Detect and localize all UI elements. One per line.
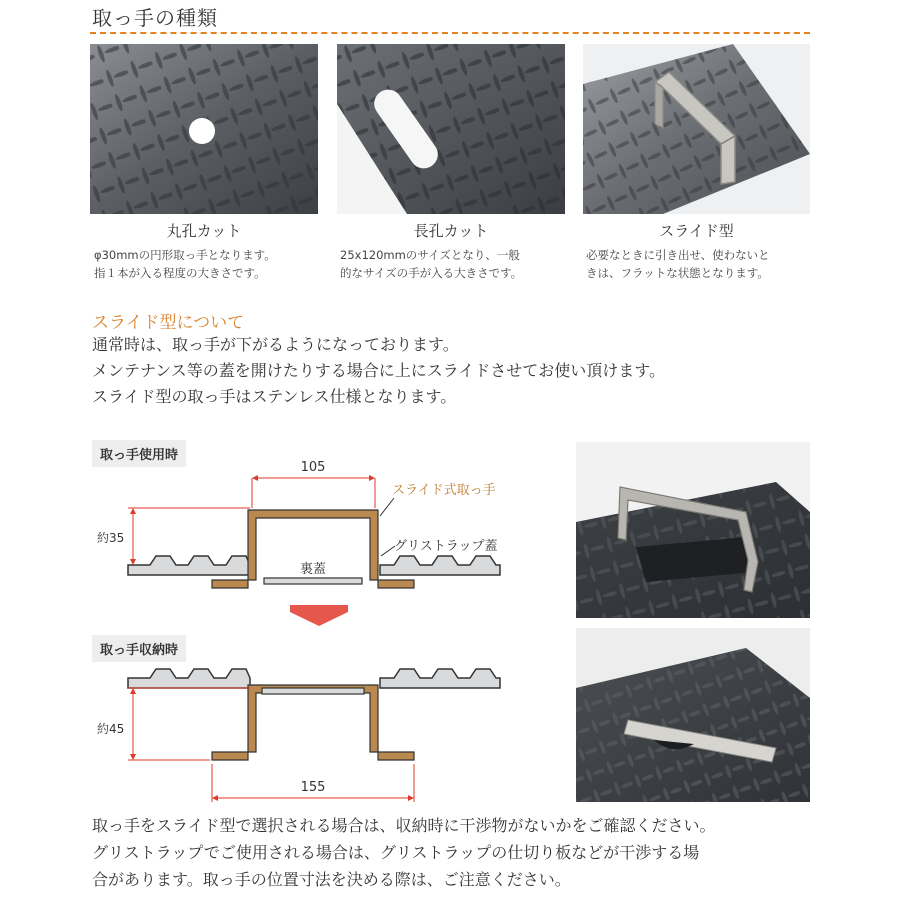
down-arrow-icon xyxy=(290,605,348,626)
top-cover-left xyxy=(128,556,250,575)
diagram-stored-tag: 取っ手収納時 xyxy=(92,635,186,662)
slide-handle-desc: 必要なときに引き出せ、使わないと きは、フラットな状態となります。 xyxy=(586,248,770,280)
slide-section-title: スライド型について xyxy=(92,313,245,333)
handle-raised-photo xyxy=(576,442,810,618)
bottom-cover-right xyxy=(380,669,500,688)
handle-stored-photo xyxy=(576,628,810,802)
round-hole-caption: 丸孔カット xyxy=(166,222,242,240)
bottom-handle xyxy=(212,685,414,760)
bottom-cover-left xyxy=(128,669,250,688)
slide-section-paragraph: 通常時は、取っ手が下がるようになっております。 メンテナンス等の蓋を開けたりする場合に上にスライドさせてお使い頂けます。 スライド型の取っ手はステンレス仕様となります。 xyxy=(92,335,665,406)
bottom-width-label: 155 xyxy=(300,780,326,795)
round-hole-desc: φ30mmの円形取っ手となります。 指１本が入る程度の大きさです。 xyxy=(94,248,276,280)
top-cover-right xyxy=(380,556,500,575)
bottom-inner-cover xyxy=(262,688,364,694)
top-width-label: 105 xyxy=(300,460,326,475)
cover-label: グリストラップ蓋 xyxy=(394,539,498,554)
inner-cover-label: 裏蓋 xyxy=(299,562,327,577)
slide-handle-caption: スライド型 xyxy=(659,222,734,240)
diagram-in-use-tag: 取っ手使用時 xyxy=(92,440,186,467)
handle-label: スライド式取っ手 xyxy=(392,483,496,498)
long-hole-desc: 25x120mmのサイズとなり、一般 的なサイズの手が入る大きさです。 xyxy=(340,248,523,280)
bottom-height-label: 約45 xyxy=(97,722,125,736)
long-hole-caption: 長孔カット xyxy=(413,222,489,240)
footer-note: 取っ手をスライド型で選択される場合は、収納時に干渉物がないかをご確認ください。 グリストラップでご使用される場合は、グリストラップの仕切り板などが干渉する場 合があります。取っ手の位置寸法を決める際は、ご注意ください。 xyxy=(92,816,716,889)
top-inner-cover xyxy=(264,578,362,584)
top-height-label: 約35 xyxy=(97,531,125,545)
section-title: 取っ手の種類 xyxy=(92,6,218,30)
